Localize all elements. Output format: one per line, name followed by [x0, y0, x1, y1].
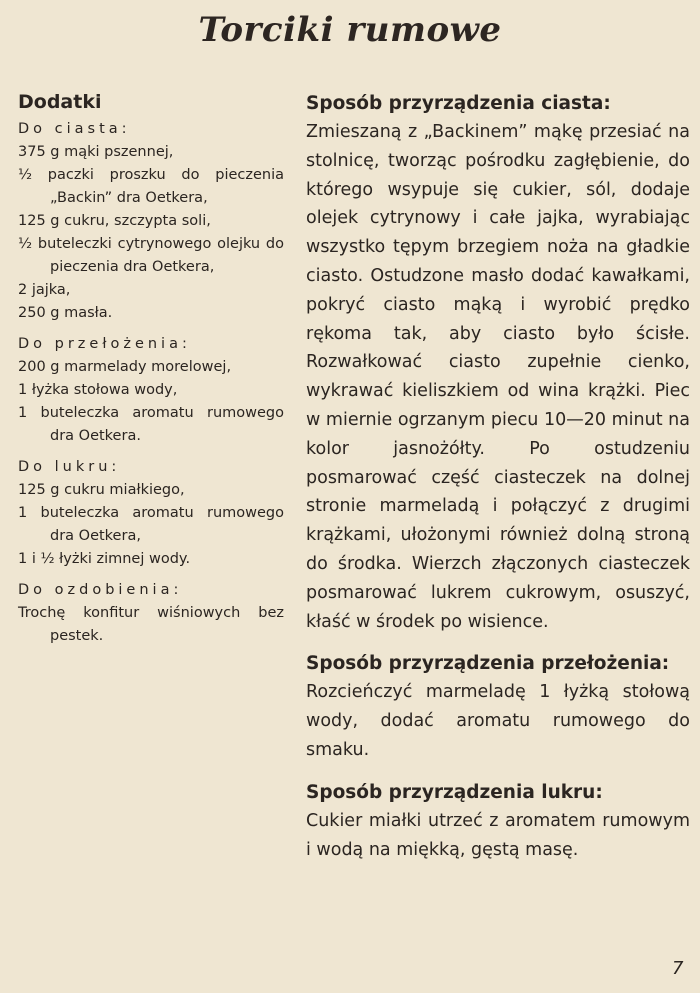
group-label: Do lukru:: [18, 459, 121, 475]
instruction-text: Zmieszaną z „Backinem” mąkę przesiać na stolnicę, tworząc pośrodku zagłębienie, do którego wsypuje się cukier, sól, dodaje olejek cytrynowy i całe jajka, wyrabiając wszystko tępym brzegiem noża na gładkie ciasto. Ostudzone masło dodać kawałkami, pokryć ciasto mąką i wyrobić prędko rękoma tak, aby ciasto było ścisłe. Rozwałkować ciasto zupełnie cienko, wykrawać kieliszkiem od wina krążki. Piec w miernie ogrzanym piecu 10—20 minut na kolor jasnożółty. Po ostudzeniu posmarować część ciasteczek na dolnej stronie marmeladą i połączyć z drugimi krążkami, ułożonymi również dolną stroną do środka. Wierzch złączonych ciasteczek posmarować lukrem cukrowym, osuszyć, kłaść w środek po wisience.: [306, 122, 690, 632]
ingredient-item: 250 g masła.: [18, 305, 113, 321]
ingredients-column: [18, 90, 284, 648]
ingredient-item: 1 i ½ łyżki zimnej wody.: [18, 551, 191, 567]
ingredient-item: ½ paczki proszku do pieczenia „Backin” dra Oetkera,: [18, 167, 284, 206]
ingredient-item: 125 g cukru miałkiego,: [18, 482, 185, 498]
ingredient-item: 1 buteleczka aromatu rumowego dra Oetkera,: [18, 505, 284, 544]
instruction-text: Cukier miałki utrzeć z aromatem rumowym i wodą na miękką, gęstą masę.: [306, 810, 690, 860]
ingredient-group-icing: [18, 456, 284, 571]
ingredient-item: 200 g marmelady morelowej,: [18, 359, 232, 375]
ingredient-item: 125 g cukru, szczypta soli,: [18, 213, 211, 229]
page-number: 7: [672, 958, 684, 979]
instruction-icing: [306, 779, 690, 865]
instructions-column: [306, 90, 690, 864]
group-label: Do ciasta:: [18, 121, 131, 137]
instruction-dough: [306, 90, 690, 636]
instruction-heading: Sposób przyrządzenia przełożenia:: [306, 653, 670, 675]
ingredient-group-decoration: [18, 579, 284, 648]
group-label: Do przełożenia:: [18, 336, 191, 352]
ingredient-item: 375 g mąki pszennej,: [18, 144, 174, 160]
ingredients-heading: Dodatki: [18, 91, 102, 113]
ingredient-item: ½ buteleczki cytrynowego olejku do pieczenia dra Oetkera,: [18, 236, 284, 275]
instruction-heading: Sposób przyrządzenia lukru:: [306, 781, 603, 803]
instruction-text: Rozcieńczyć marmeladę 1 łyżką stołową wody, dodać aromatu rumowego do smaku.: [306, 682, 690, 760]
ingredient-group-dough: [18, 118, 284, 325]
ingredient-group-filling: [18, 333, 284, 448]
ingredient-item: 1 buteleczka aromatu rumowego dra Oetkera.: [18, 405, 284, 444]
page-title: Torciki rumowe: [198, 10, 502, 50]
ingredient-item: 1 łyżka stołowa wody,: [18, 382, 178, 398]
ingredient-item: 2 jajka,: [18, 282, 71, 298]
instruction-filling: [306, 650, 690, 764]
ingredient-item: Trochę konfitur wiśniowych bez pestek.: [18, 605, 284, 644]
group-label: Do ozdobienia:: [18, 582, 183, 598]
instruction-heading: Sposób przyrządzenia ciasta:: [306, 93, 611, 114]
